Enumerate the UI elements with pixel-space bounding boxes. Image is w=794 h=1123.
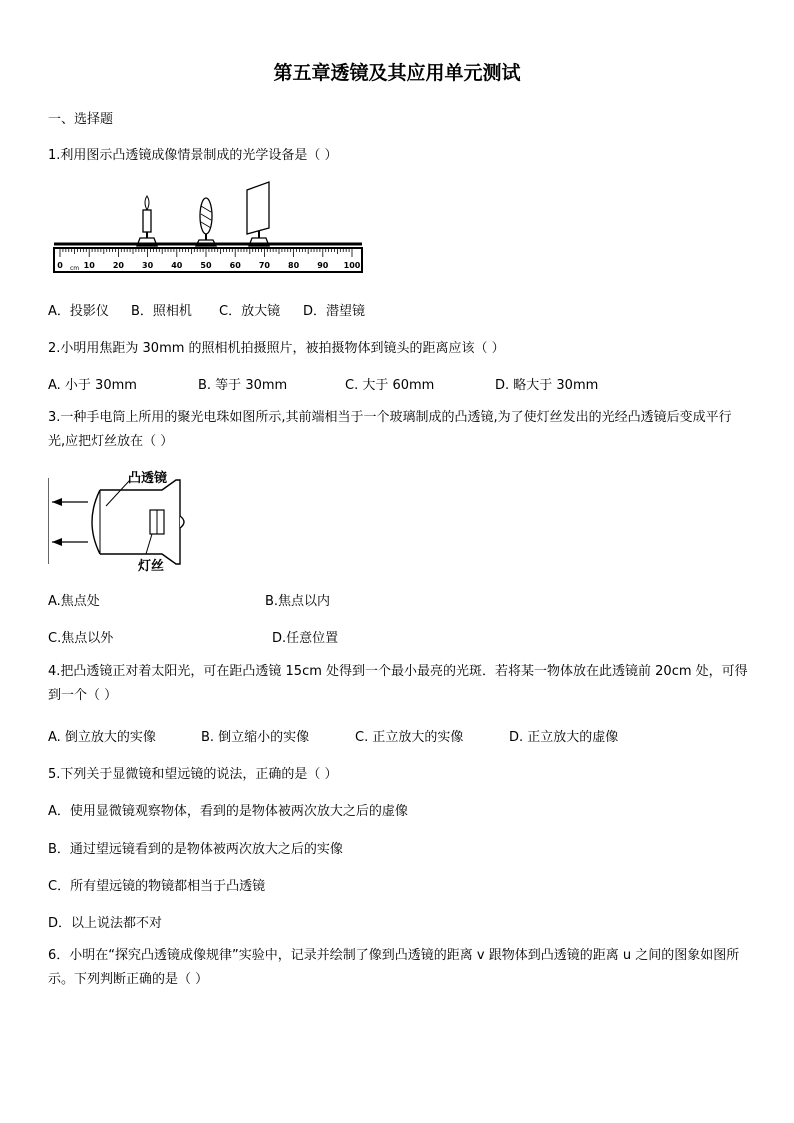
ruler-tick-label: 50 bbox=[200, 261, 212, 270]
flashlight-bulb-figure bbox=[48, 466, 218, 576]
q5-option-c[interactable]: C．所有望远镜的物镜都相当于凸透镜 bbox=[48, 879, 266, 894]
ruler-tick-label: 10 bbox=[83, 261, 95, 270]
q4-option-c[interactable]: C. 正立放大的实像 bbox=[355, 730, 464, 745]
lens-label: 凸透镜 bbox=[128, 471, 168, 486]
q4-option-d[interactable]: D. 正立放大的虚像 bbox=[509, 730, 619, 745]
section-heading: 一、选择题 bbox=[48, 112, 114, 127]
ruler-tick-label: 40 bbox=[171, 261, 183, 270]
q3-option-c[interactable]: C.焦点以外 bbox=[48, 631, 114, 646]
q3-option-d[interactable]: D.任意位置 bbox=[272, 631, 339, 646]
ruler-tick-label: 80 bbox=[288, 261, 300, 270]
ruler bbox=[54, 244, 362, 272]
ruler-tick-label: 60 bbox=[229, 261, 241, 270]
q2-option-b[interactable]: B. 等于 30mm bbox=[198, 378, 288, 393]
q3-option-b[interactable]: B.焦点以内 bbox=[265, 594, 331, 609]
filament-label: 灯丝 bbox=[138, 559, 165, 574]
ruler-tick-label: 30 bbox=[142, 261, 154, 270]
q5-option-a[interactable]: A．使用显微镜观察物体，看到的是物体被两次放大之后的虚像 bbox=[48, 804, 408, 819]
q1-option-b[interactable]: B．照相机 bbox=[131, 304, 192, 319]
q5-option-b[interactable]: B．通过望远镜看到的是物体被两次放大之后的实像 bbox=[48, 842, 343, 857]
page-title: 第五章透镜及其应用单元测试 bbox=[273, 62, 521, 84]
ruler-unit-label: cm bbox=[70, 265, 80, 272]
question-5-stem: 5.下列关于显微镜和望远镜的说法，正确的是（ ） bbox=[48, 767, 338, 782]
lens-icon bbox=[196, 198, 216, 246]
q1-option-d[interactable]: D．潜望镜 bbox=[303, 304, 366, 319]
ruler-tick-label: 90 bbox=[317, 261, 329, 270]
question-4-stem: 4.把凸透镜正对着太阳光，可在距凸透镜 15cm 处得到一个最小最亮的光斑．若将某一物体放在此透镜前 20cm 处，可得到一个（ ） bbox=[48, 664, 748, 703]
q1-option-a[interactable]: A．投影仪 bbox=[48, 304, 109, 319]
question-1-stem: 1.利用图示凸透镜成像情景制成的光学设备是（ ） bbox=[48, 148, 338, 163]
ruler-tick-label: 70 bbox=[258, 261, 270, 270]
ruler-tick-label: 20 bbox=[112, 261, 124, 270]
q4-option-a[interactable]: A. 倒立放大的实像 bbox=[48, 730, 156, 745]
q2-option-c[interactable]: C. 大于 60mm bbox=[345, 378, 435, 393]
ruler-tick-label: 100 bbox=[343, 261, 361, 270]
q5-option-d[interactable]: D．以上说法都不对 bbox=[48, 916, 163, 931]
candle-icon bbox=[137, 196, 157, 246]
optical-bench-figure bbox=[52, 178, 364, 274]
question-2-stem: 2.小明用焦距为 30mm 的照相机拍摄照片，被拍摄物体到镜头的距离应该（ ） bbox=[48, 341, 505, 356]
screen-icon bbox=[247, 182, 269, 246]
q4-option-b[interactable]: B. 倒立缩小的实像 bbox=[201, 730, 310, 745]
q3-option-a[interactable]: A.焦点处 bbox=[48, 594, 100, 609]
q1-option-c[interactable]: C．放大镜 bbox=[219, 304, 281, 319]
question-6-stem: 6．小明在“探究凸透镜成像规律”实验中，记录并绘制了像到凸透镜的距离 v 跟物体到凸透镜的距离 u 之间的图象如图所示。下列判断正确的是（ ） bbox=[48, 948, 740, 987]
ruler-tick-label: 0 bbox=[57, 261, 63, 270]
q2-option-a[interactable]: A. 小于 30mm bbox=[48, 378, 137, 393]
q2-option-d[interactable]: D. 略大于 30mm bbox=[495, 378, 599, 393]
question-3-stem: 3.一种手电筒上所用的聚光电珠如图所示,其前端相当于一个玻璃制成的凸透镜,为了使灯丝发出的光经凸透镜后变成平行光,应把灯丝放在（ ） bbox=[48, 410, 732, 449]
